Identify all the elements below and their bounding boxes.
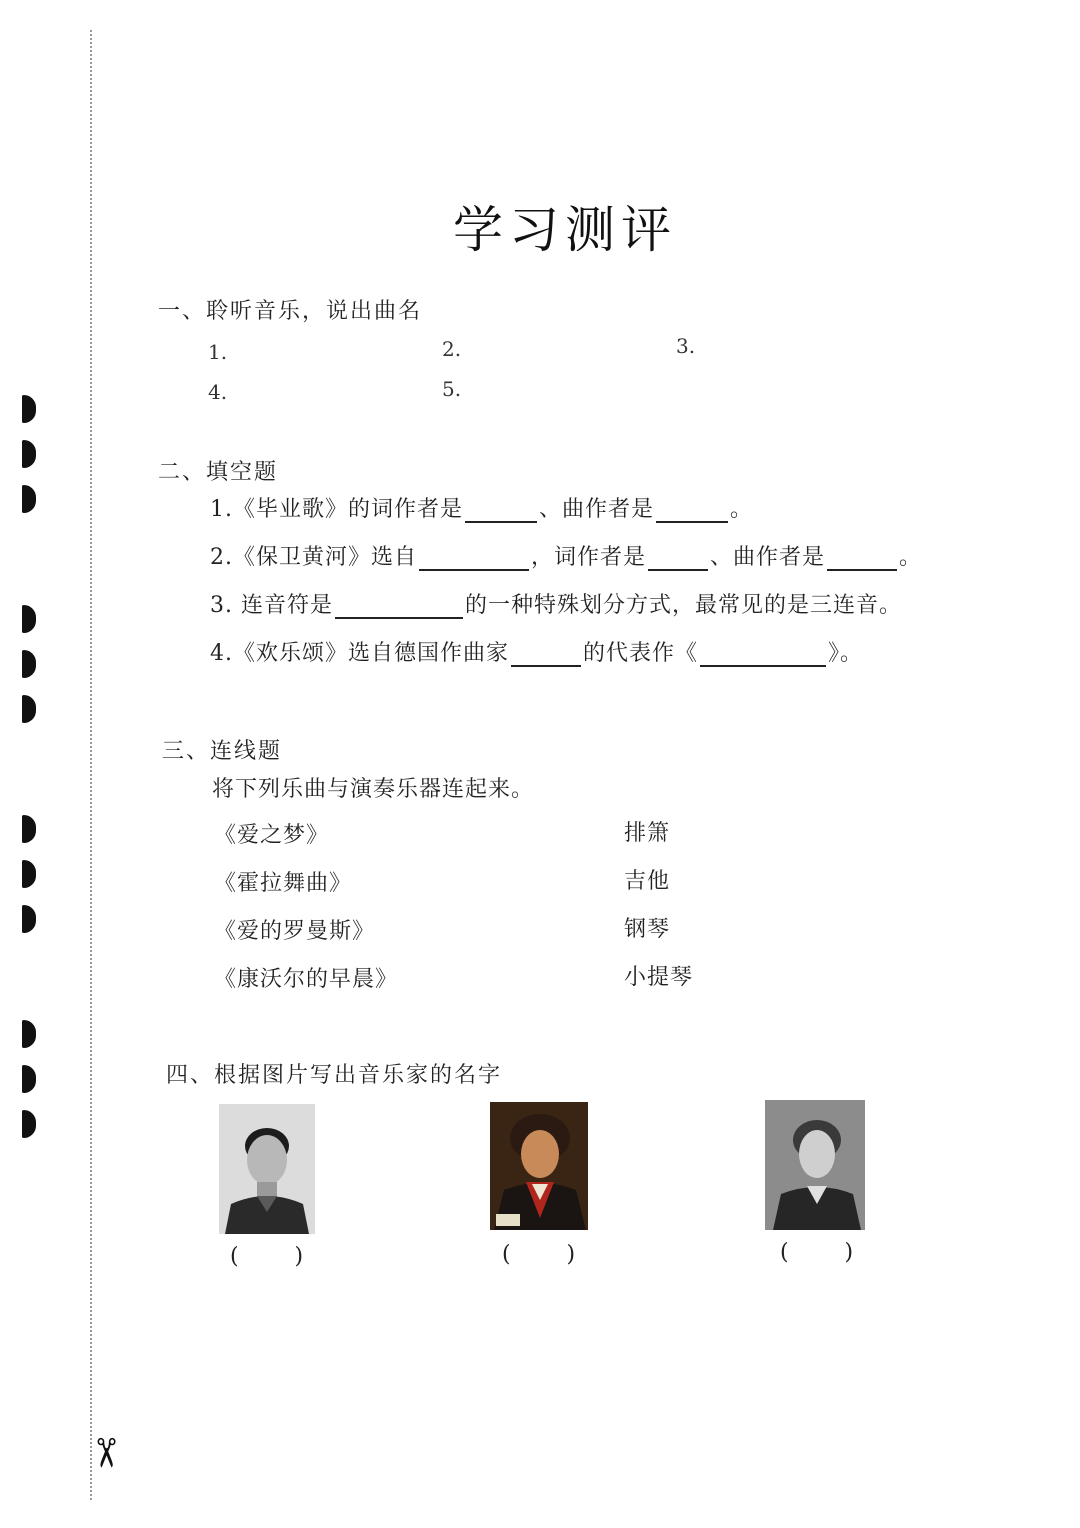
instrument-item: 小提琴 (624, 965, 694, 990)
musician-portrait-1 (219, 1104, 315, 1234)
music-piece-item: 《爱的罗曼斯》 (214, 919, 376, 944)
section3-heading: 三、连线题 (162, 739, 283, 764)
answer-number-1: 1. (208, 340, 228, 364)
answer-number-2: 2. (442, 337, 462, 361)
fill-q1-text-c: 。 (730, 497, 754, 522)
portrait-photo (219, 1104, 315, 1234)
fill-q2-text-d: 。 (899, 545, 923, 570)
binder-hole (22, 1110, 36, 1138)
fill-blank[interactable] (419, 549, 529, 571)
binder-hole (22, 605, 36, 633)
fill-blank[interactable] (656, 501, 728, 523)
binder-hole (22, 650, 36, 678)
binder-hole (22, 1065, 36, 1093)
page-title: 学习测评 (453, 201, 677, 259)
binder-hole (22, 485, 36, 513)
binder-hole (22, 440, 36, 468)
musician-portrait-2 (490, 1102, 588, 1230)
portrait-engraving (765, 1100, 865, 1230)
fill-blank[interactable] (465, 501, 537, 523)
music-piece-item: 《爱之梦》 (214, 823, 330, 848)
binder-hole (22, 395, 36, 423)
fill-blank[interactable] (700, 645, 826, 667)
binder-hole (22, 860, 36, 888)
fill-q2-text-b: ，词作者是 (531, 545, 647, 570)
music-piece-item: 《康沃尔的早晨》 (214, 967, 399, 992)
section2-heading: 二、填空题 (158, 460, 279, 485)
binder-hole (22, 695, 36, 723)
fill-blank[interactable] (827, 549, 897, 571)
fill-q2-text-c: 、曲作者是 (710, 545, 826, 570)
fill-q4-text-b: 的代表作《 (583, 641, 699, 666)
fill-question-2 (210, 540, 922, 571)
fill-blank[interactable] (648, 549, 708, 571)
instrument-item: 吉他 (624, 869, 671, 894)
answer-paren-1[interactable]: ( ) (230, 1244, 304, 1269)
fill-question-4 (210, 636, 863, 667)
binder-hole (22, 815, 36, 843)
answer-number-3: 3. (676, 334, 696, 358)
scissors-icon: ✂ (81, 1436, 128, 1470)
fill-blank[interactable] (511, 645, 581, 667)
answer-number-4: 4. (208, 380, 228, 404)
fill-q4-text-a: 4.《欢乐颂》选自德国作曲家 (210, 641, 509, 666)
section4-heading: 四、根据图片写出音乐家的名字 (166, 1063, 503, 1088)
binder-hole (22, 905, 36, 933)
instrument-item: 排箫 (624, 821, 671, 846)
answer-number-5: 5. (442, 377, 462, 401)
section1-heading: 一、聆听音乐，说出曲名 (158, 299, 423, 324)
fill-q4-text-c: 》。 (828, 641, 864, 666)
fill-q3-text-b: 的一种特殊划分方式，最常见的是三连音。 (464, 593, 902, 618)
portrait-painting (490, 1102, 588, 1230)
fill-blank[interactable] (335, 597, 463, 619)
fill-question-3 (210, 588, 902, 619)
instrument-item: 钢琴 (624, 917, 671, 942)
fill-q3-text-a: 3. 连音符是 (210, 593, 333, 618)
fill-q1-text-b: 、曲作者是 (539, 497, 655, 522)
fill-question-1 (210, 492, 753, 523)
answer-paren-2[interactable]: ( ) (502, 1242, 576, 1267)
section3-instruction: 将下列乐曲与演奏乐器连起来。 (212, 777, 535, 802)
music-piece-item: 《霍拉舞曲》 (214, 871, 353, 896)
binder-hole (22, 1020, 36, 1048)
answer-paren-3[interactable]: ( ) (780, 1240, 854, 1265)
fill-q2-text-a: 2.《保卫黄河》选自 (210, 545, 417, 570)
musician-portrait-3 (765, 1100, 865, 1230)
fill-q1-text-a: 1.《毕业歌》的词作者是 (210, 497, 463, 522)
